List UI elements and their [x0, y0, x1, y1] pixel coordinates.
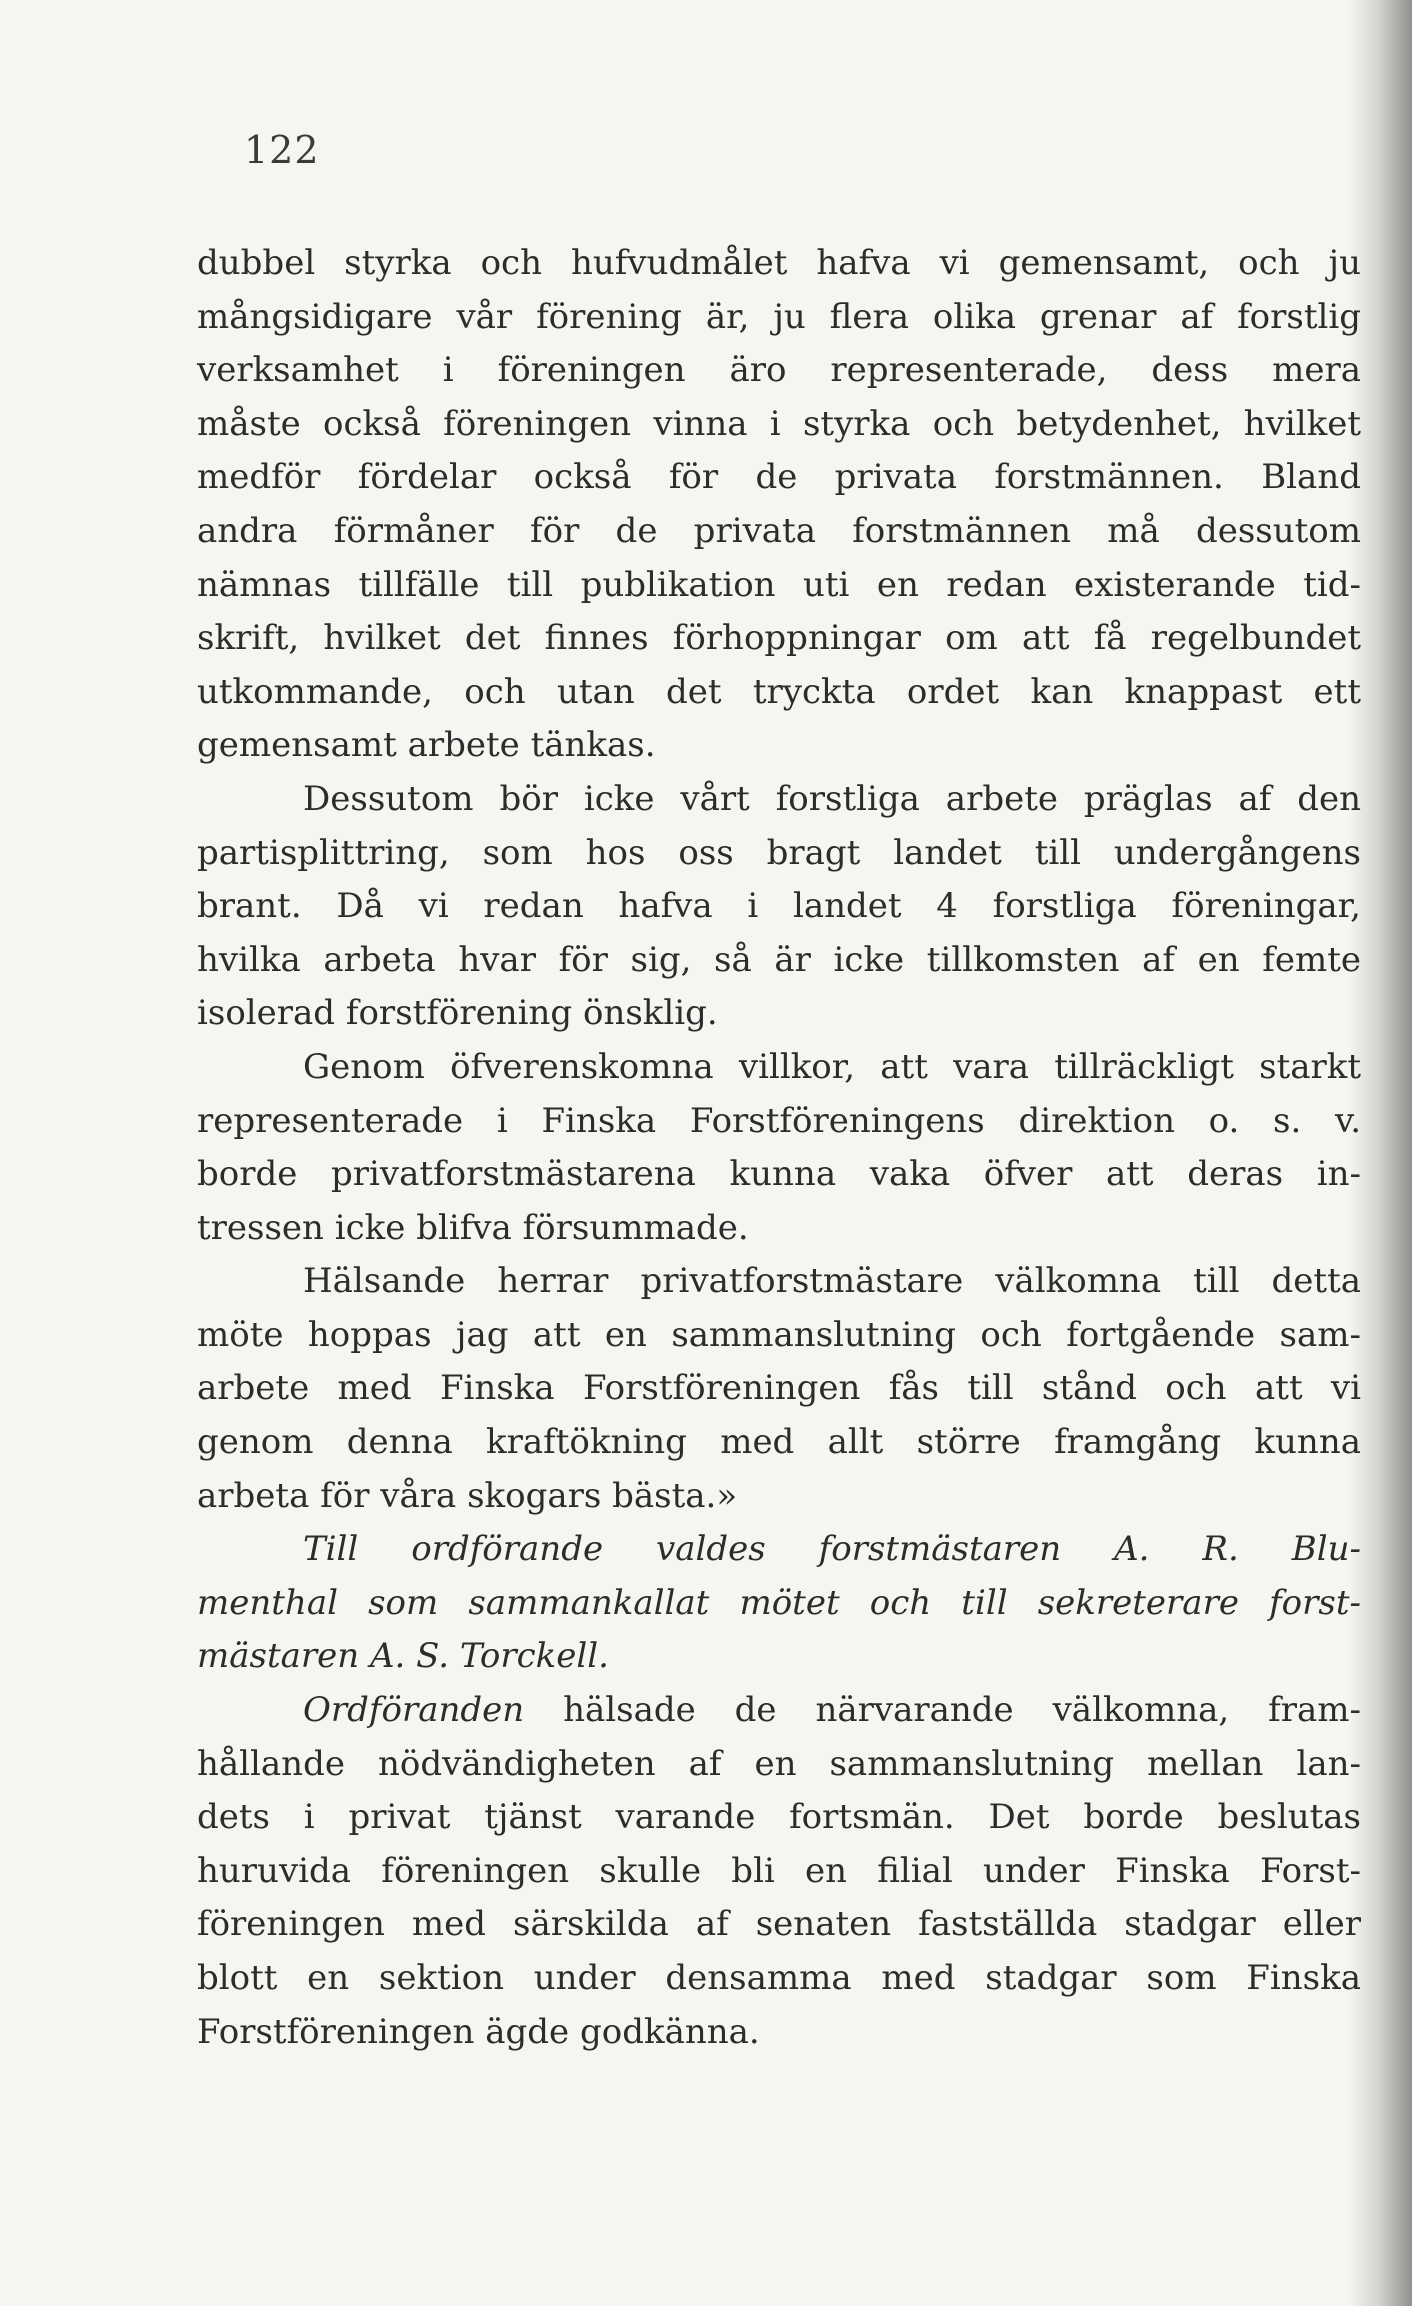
text-line: hvilka arbeta hvar för sig, så är icke tillkomsten af en femte — [197, 939, 1361, 980]
text-line: mångsidigare vår förening är, ju flera olika grenar af forstlig — [197, 296, 1361, 337]
text-line: verksamhet i föreningen äro representerade, dess mera — [197, 350, 1361, 391]
text-line: arbete med Finska Forstföreningen fås till stånd och att vi — [197, 1368, 1361, 1409]
text-line — [197, 1684, 1361, 1738]
text-line: föreningen med särskilda af senaten fastställda stadgar eller — [197, 1904, 1361, 1945]
text-line: arbeta för våra skogars bästa.» — [197, 1475, 738, 1516]
text-line: huruvida föreningen skulle bli en filial under Finska Forst- — [197, 1850, 1361, 1891]
text-line: medför fördelar också för de privata forstmännen. Bland — [197, 457, 1361, 498]
text-line: Forstföreningen ägde godkänna. — [197, 2011, 760, 2052]
text-line: dets i privat tjänst varande fortsmän. Det borde beslutas — [197, 1797, 1361, 1838]
text-line: måste också föreningen vinna i styrka och betydenhet, hvilket — [197, 403, 1361, 444]
text-line: genom denna kraftökning med allt större framgång kunna — [197, 1422, 1361, 1463]
text-line: möte hoppas jag att en sammanslutning och fortgående sam- — [197, 1314, 1361, 1355]
text-line: Genom öfverenskomna villkor, att vara tillräckligt starkt — [303, 1046, 1361, 1087]
text-segment: hälsade de närvarande välkomna, fram- — [524, 1690, 1361, 1731]
text-line: gemensamt arbete tänkas. — [197, 725, 656, 766]
text-line: Dessutom bör icke vårt forstliga arbete präglas af den — [303, 778, 1361, 819]
text-line: blott en sektion under densamma med stadgar som Finska — [197, 1958, 1361, 1998]
text-line: brant. Då vi redan hafva i landet 4 forstliga föreningar, — [197, 886, 1361, 927]
text-line: borde privatforstmästarena kunna vaka öfver att deras in- — [197, 1154, 1361, 1195]
text-line: andra förmåner för de privata forstmännen må dessutom — [197, 510, 1361, 551]
text-line: partisplittring, som hos oss bragt landet till undergångens — [197, 832, 1361, 873]
text-line: representerade i Finska Forstföreningens direktion o. s. v. — [197, 1100, 1361, 1141]
text-line: mästaren A. S. Torckell. — [197, 1636, 609, 1677]
text-line: isolerad forstförening önsklig. — [197, 993, 718, 1034]
page-number: 122 — [244, 128, 320, 172]
text-line: tressen icke blifva försummade. — [197, 1207, 749, 1248]
italic-text-segment: Ordföranden — [303, 1690, 525, 1731]
text-line: nämnas tillfälle till publikation uti en redan existerande tid- — [197, 564, 1361, 605]
body-text — [197, 237, 1361, 2059]
text-line: Hälsande herrar privatforstmästare välkomna till detta — [303, 1261, 1361, 1302]
text-line: Till ordförande valdes forstmästaren A. R. Blu- — [303, 1529, 1361, 1570]
text-line: menthal som sammankallat mötet och till sekreterare forst- — [197, 1582, 1361, 1623]
text-line: hållande nödvändigheten af en sammanslutning mellan lan- — [197, 1743, 1361, 1784]
text-line: utkommande, och utan det tryckta ordet kan knappast ett — [197, 671, 1361, 712]
text-line: dubbel styrka och hufvudmålet hafva vi gemensamt, och ju — [197, 243, 1361, 283]
text-line: skrift, hvilket det finnes förhoppningar om att få regelbundet — [197, 618, 1361, 659]
